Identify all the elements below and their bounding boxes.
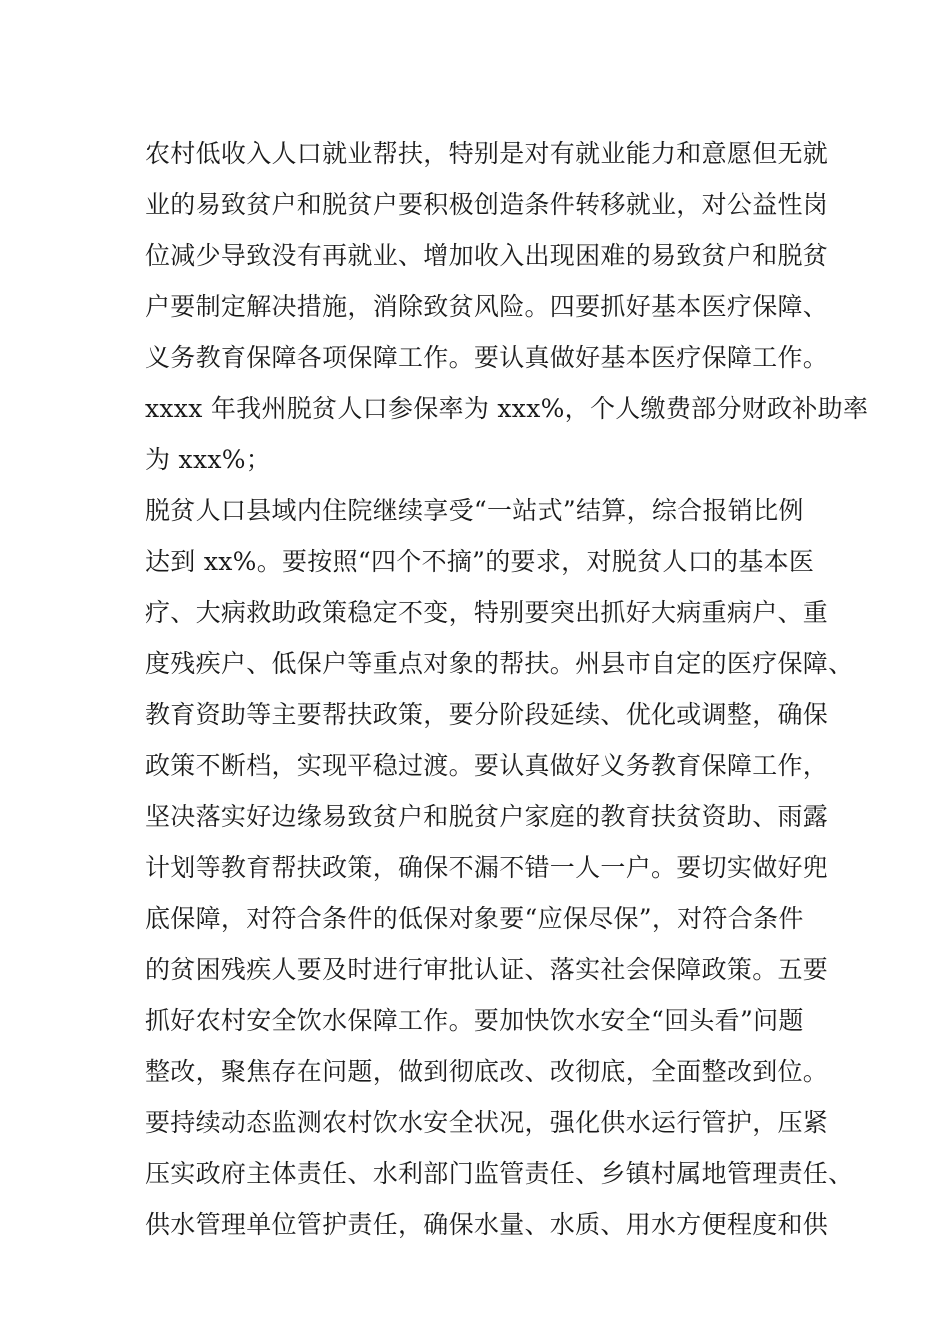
text-line: 供水管理单位管护责任，确保水量、水质、用水方便程度和供 (145, 1210, 829, 1239)
text-line: xxxx 年我州脱贫人口参保率为 xxx%，个人缴费部分财政补助率 (145, 394, 869, 423)
text-line: 的贫困残疾人要及时进行审批认证、落实社会保障政策。五要 (145, 955, 829, 984)
text-line: 计划等教育帮扶政策，确保不漏不错一人一户。要切实做好兜 (145, 853, 829, 882)
text-line: 户要制定解决措施，消除致贫风险。四要抓好基本医疗保障、 (145, 292, 829, 321)
text-line: 脱贫人口县域内住院继续享受“一站式”结算，综合报销比例 (145, 496, 804, 525)
text-line: 政策不断档，实现平稳过渡。要认真做好义务教育保障工作， (145, 751, 829, 780)
text-line: 疗、大病救助政策稳定不变，特别要突出抓好大病重病户、重 (145, 598, 829, 627)
text-line: 度残疾户、低保户等重点对象的帮扶。州县市自定的医疗保障、 (145, 649, 854, 678)
text-line: 为 xxx%； (145, 445, 272, 474)
text-line: 达到 xx%。要按照“四个不摘”的要求，对脱贫人口的基本医 (145, 547, 815, 576)
text-line: 要持续动态监测农村饮水安全状况，强化供水运行管护，压紧 (145, 1108, 829, 1137)
text-line: 义务教育保障各项保障工作。要认真做好基本医疗保障工作。 (145, 343, 829, 372)
text-line: 整改，聚焦存在问题，做到彻底改、改彻底，全面整改到位。 (145, 1057, 829, 1086)
text-line: 教育资助等主要帮扶政策，要分阶段延续、优化或调整，确保 (145, 700, 829, 729)
body-text (145, 128, 869, 1250)
text-line: 坚决落实好边缘易致贫户和脱贫户家庭的教育扶贫资助、雨露 (145, 802, 829, 831)
text-line: 底保障，对符合条件的低保对象要“应保尽保”，对符合条件 (145, 904, 804, 933)
text-line: 业的易致贫户和脱贫户要积极创造条件转移就业，对公益性岗 (145, 190, 829, 219)
text-line: 压实政府主体责任、水利部门监管责任、乡镇村属地管理责任、 (145, 1159, 854, 1188)
text-line: 抓好农村安全饮水保障工作。要加快饮水安全“回头看”问题 (145, 1006, 804, 1035)
text-line: 位减少导致没有再就业、增加收入出现困难的易致贫户和脱贫 (145, 241, 829, 270)
text-line: 农村低收入人口就业帮扶，特别是对有就业能力和意愿但无就 (145, 139, 829, 168)
